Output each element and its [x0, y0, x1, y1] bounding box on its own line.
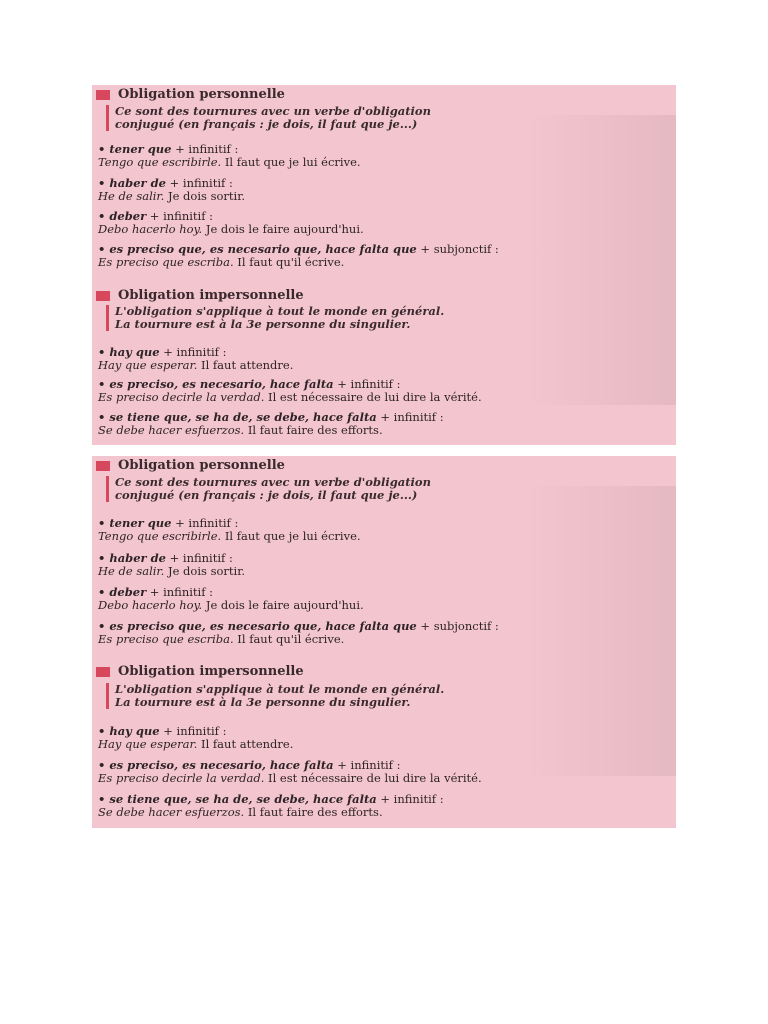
rule-entry: • es preciso que, es necesario que, hace falta que + subjonctif : Es preciso que escriba. Il faut qu'il écrive. [98, 619, 499, 646]
rule-entry: • es preciso, es necesario, hace falta + infinitif : Es preciso decirle la verdad. Il est nécessaire de lui dire la vérité. [98, 758, 482, 785]
section-note: Ce sont des tournures avec un verbe d'obligation conjugué (en français : je dois, il faut que je...) [106, 105, 431, 131]
section-header-impersonal [96, 664, 304, 679]
rule-entry: • es preciso que, es necesario que, hace falta que + subjonctif : Es preciso que escriba. Il faut qu'il écrive. [98, 242, 499, 269]
section-marker-icon [96, 667, 110, 677]
section-marker-icon [96, 90, 110, 100]
rule-entry: • deber + infinitif : Debo hacerlo hoy. Je dois le faire aujourd'hui. [98, 585, 364, 612]
rule-entry: • hay que + infinitif : Hay que esperar. Il faut attendre. [98, 345, 294, 372]
rule-entry: • deber + infinitif : Debo hacerlo hoy. Je dois le faire aujourd'hui. [98, 209, 364, 236]
rule-entry: • tener que + infinitif : Tengo que escribirle. Il faut que je lui écrive. [98, 142, 361, 169]
section-note: L'obligation s'applique à tout le monde en général. La tournure est à la 3e personne du singulier. [106, 683, 444, 709]
section-marker-icon [96, 291, 110, 301]
grammar-card [92, 456, 676, 828]
section-header-personal [96, 87, 285, 102]
section-title: Obligation personnelle [118, 458, 285, 473]
grammar-card [92, 85, 676, 445]
section-header-personal [96, 458, 285, 473]
section-title: Obligation impersonnelle [118, 288, 304, 303]
section-marker-icon [96, 461, 110, 471]
rule-entry: • hay que + infinitif : Hay que esperar. Il faut attendre. [98, 724, 294, 751]
rule-entry: • haber de + infinitif : He de salir. Je dois sortir. [98, 176, 246, 203]
rule-entry: • haber de + infinitif : He de salir. Je dois sortir. [98, 551, 246, 578]
section-note: L'obligation s'applique à tout le monde en général. La tournure est à la 3e personne du singulier. [106, 305, 444, 331]
rule-entry: • se tiene que, se ha de, se debe, hace falta + infinitif : Se debe hacer esfuerzos. Il faut faire des efforts. [98, 792, 444, 819]
section-header-impersonal [96, 288, 304, 303]
section-title: Obligation impersonnelle [118, 664, 304, 679]
rule-entry: • es preciso, es necesario, hace falta + infinitif : Es preciso decirle la verdad. Il est nécessaire de lui dire la vérité. [98, 377, 482, 404]
section-title: Obligation personnelle [118, 87, 285, 102]
rule-entry: • se tiene que, se ha de, se debe, hace falta + infinitif : Se debe hacer esfuerzos. Il faut faire des efforts. [98, 410, 444, 437]
rule-entry: • tener que + infinitif : Tengo que escribirle. Il faut que je lui écrive. [98, 516, 361, 543]
section-note: Ce sont des tournures avec un verbe d'obligation conjugué (en français : je dois, il faut que je...) [106, 476, 431, 502]
